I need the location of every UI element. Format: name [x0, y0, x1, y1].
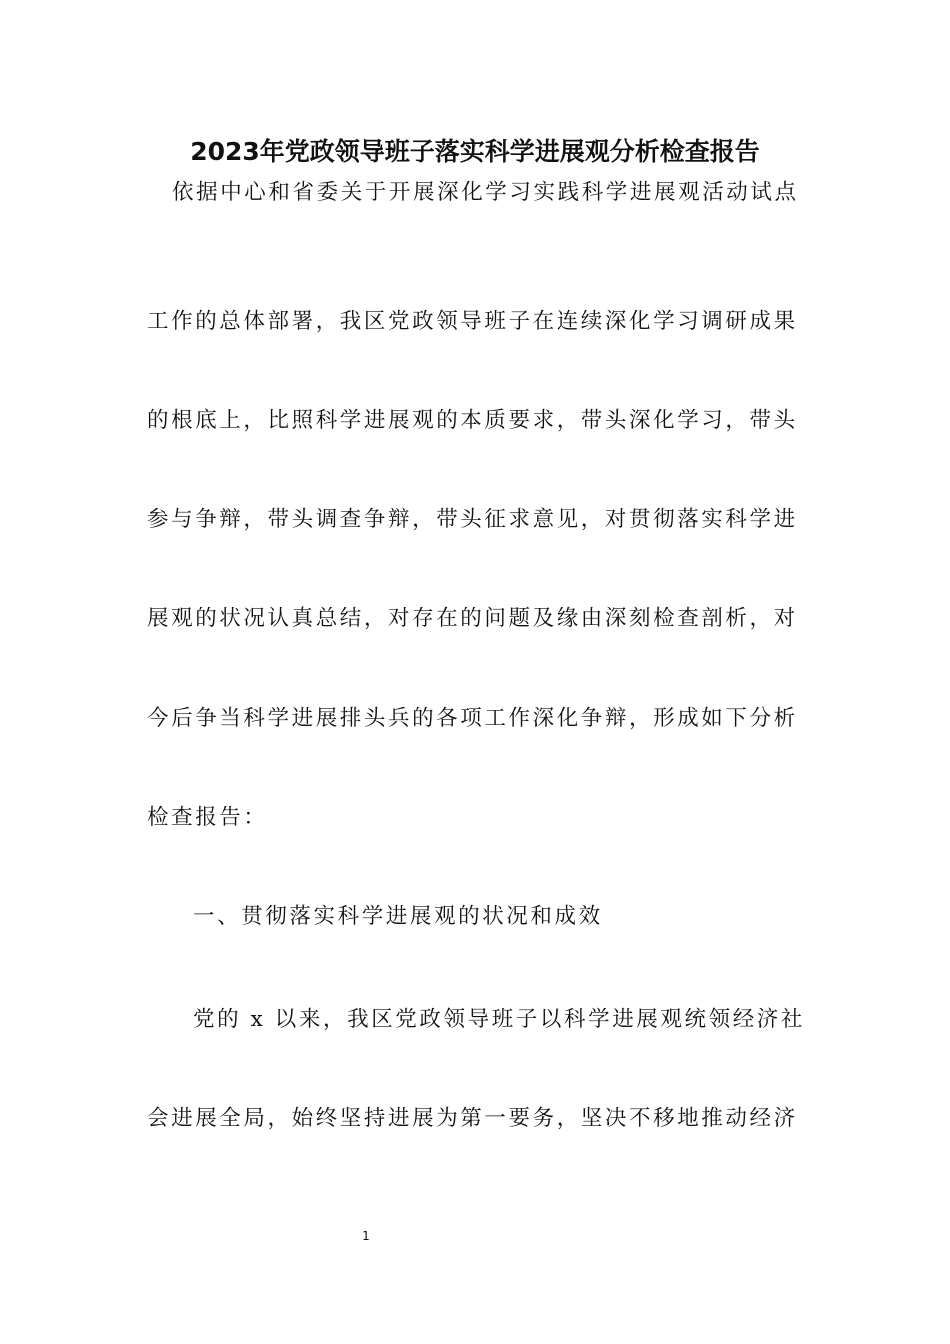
paragraph-line-4: 参与争辩，带头调查争辩，带头征求意见，对贯彻落实科学进	[147, 507, 798, 532]
section-paragraph-line-2: 会进展全局，始终坚持进展为第一要务，坚决不移地推动经济	[147, 1106, 798, 1131]
paragraph-line-5: 展观的状况认真总结，对存在的问题及缘由深刻检查剖析，对	[147, 606, 798, 631]
paragraph-line-6: 今后争当科学进展排头兵的各项工作深化争辩，形成如下分析	[147, 706, 798, 731]
page-number: 1	[362, 1229, 370, 1243]
document-title: 2023年党政领导班子落实科学进展观分析检查报告	[190, 137, 760, 166]
section-heading: 一、贯彻落实科学进展观的状况和成效	[193, 904, 603, 929]
section-paragraph-line-1: 党的 x 以来，我区党政领导班子以科学进展观统领经济社	[193, 1007, 805, 1032]
paragraph-line-7: 检查报告：	[147, 805, 268, 830]
paragraph-line-2: 工作的总体部署，我区党政领导班子在连续深化学习调研成果	[147, 309, 798, 334]
paragraph-line-1: 依据中心和省委关于开展深化学习实践科学进展观活动试点	[172, 180, 799, 205]
paragraph-line-3: 的根底上，比照科学进展观的本质要求，带头深化学习，带头	[147, 408, 798, 433]
